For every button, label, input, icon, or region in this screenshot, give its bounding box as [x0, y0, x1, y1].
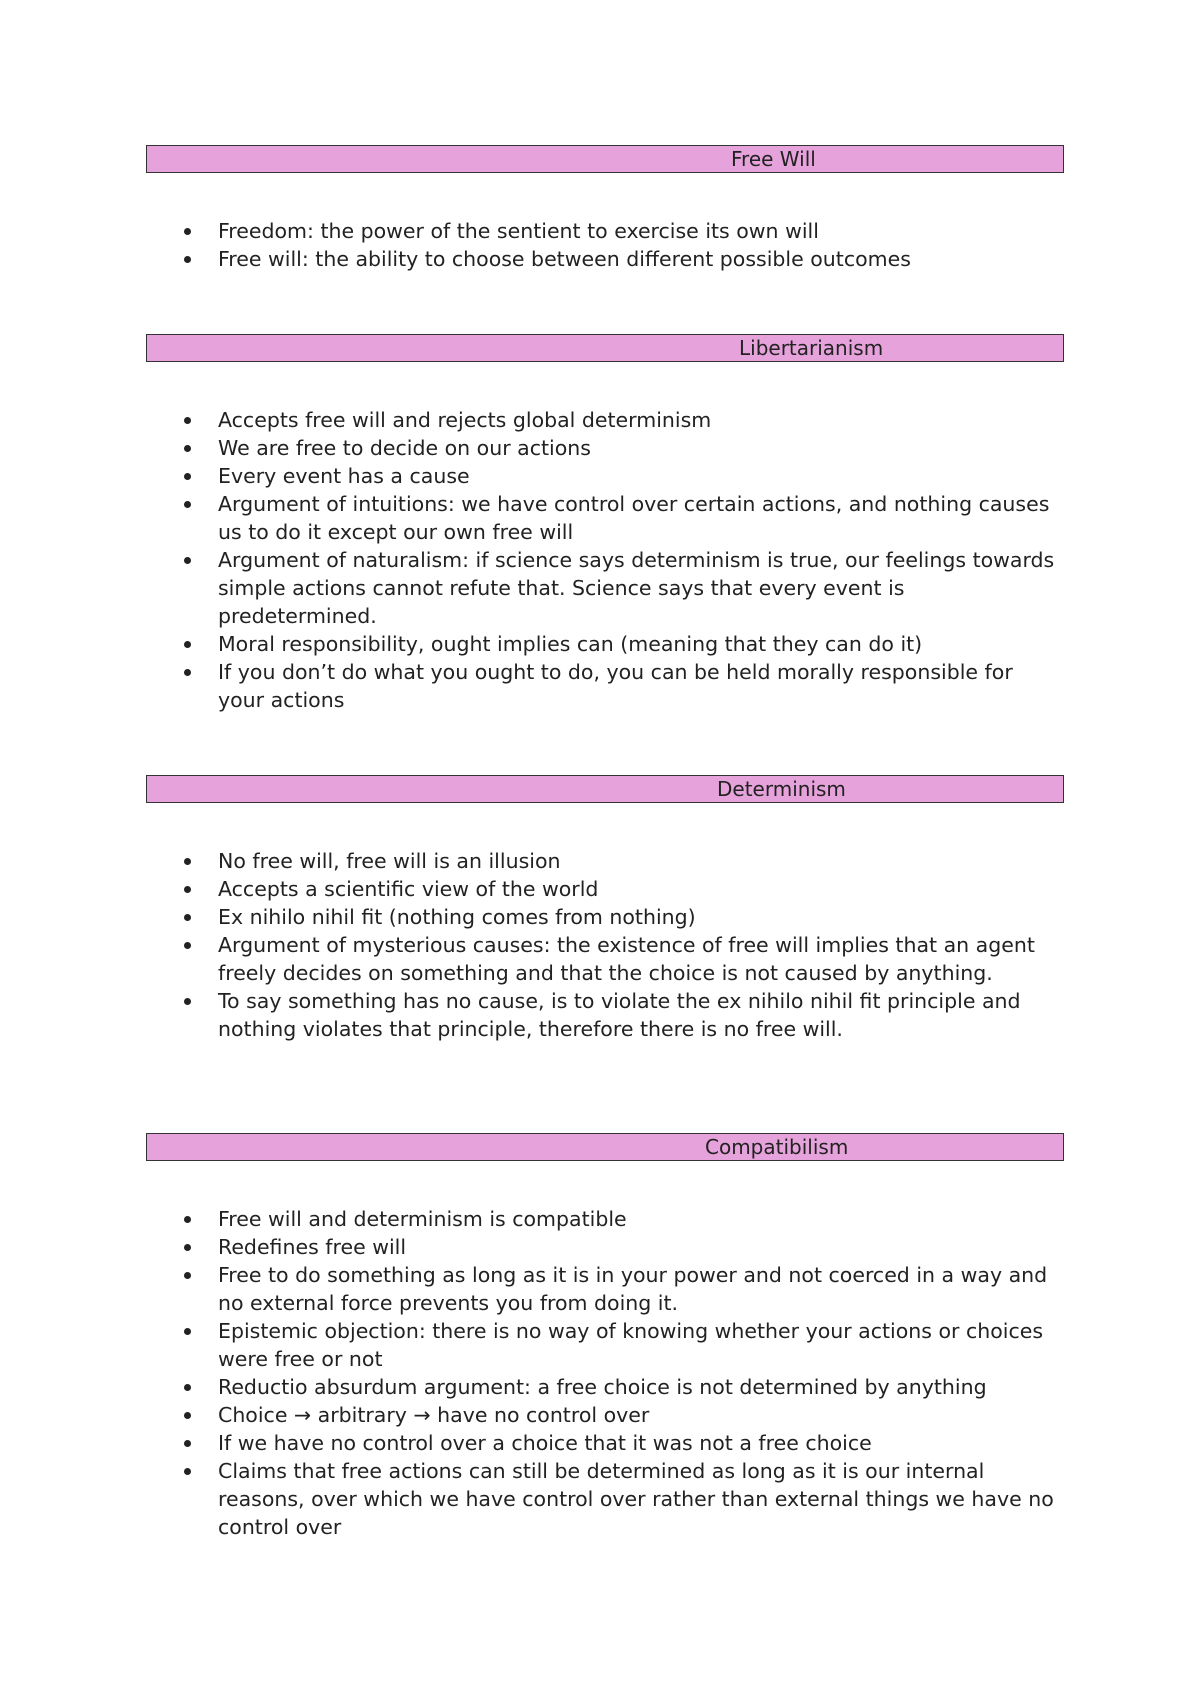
bullet-icon [184, 641, 191, 648]
bullet-icon [184, 1216, 191, 1223]
bullet-icon [184, 445, 191, 452]
bullet-icon [184, 1440, 191, 1447]
bullet-icon [184, 1412, 191, 1419]
list-item: Choice → arbitrary → have no control over [146, 1401, 1064, 1429]
section-determinism [146, 775, 1064, 1043]
section-heading-bar [146, 145, 1064, 173]
section-heading: Free Will [731, 147, 816, 171]
list-item: Reductio absurdum argument: a free choice is not determined by anything [146, 1373, 1064, 1401]
list-item: Argument of intuitions: we have control over certain actions, and nothing causes us to do it except our own free will [146, 490, 1064, 546]
section-heading: Determinism [717, 777, 846, 801]
bullet-list [146, 1205, 1064, 1541]
list-item: Redefines free will [146, 1233, 1064, 1261]
bullet-icon [184, 1328, 191, 1335]
section-free-will [146, 145, 1064, 273]
bullet-list [146, 847, 1064, 1043]
list-item: Accepts free will and rejects global determinism [146, 406, 1064, 434]
bullet-icon [184, 914, 191, 921]
bullet-icon [184, 557, 191, 564]
bullet-icon [184, 417, 191, 424]
bullet-icon [184, 501, 191, 508]
list-item: If we have no control over a choice that it was not a free choice [146, 1429, 1064, 1457]
section-heading-bar [146, 1133, 1064, 1161]
bullet-list [146, 406, 1064, 714]
section-heading-bar [146, 334, 1064, 362]
list-item: Moral responsibility, ought implies can (meaning that they can do it) [146, 630, 1064, 658]
list-item: If you don’t do what you ought to do, you can be held morally responsible for your actions [146, 658, 1064, 714]
list-item: Freedom: the power of the sentient to exercise its own will [146, 217, 1064, 245]
list-item: To say something has no cause, is to violate the ex nihilo nihil fit principle and nothing violates that principle, therefore there is no free will. [146, 987, 1064, 1043]
bullet-icon [184, 1244, 191, 1251]
list-item: Argument of naturalism: if science says determinism is true, our feelings towards simple actions cannot refute that. Science says that every event is predetermined. [146, 546, 1064, 630]
list-item: No free will, free will is an illusion [146, 847, 1064, 875]
section-heading: Libertarianism [739, 336, 884, 360]
section-heading: Compatibilism [705, 1135, 849, 1159]
section-libertarianism [146, 334, 1064, 714]
list-item: Accepts a scientific view of the world [146, 875, 1064, 903]
list-item: Free will: the ability to choose between different possible outcomes [146, 245, 1064, 273]
list-item: Claims that free actions can still be determined as long as it is our internal reasons, over which we have control over rather than external things we have no control over [146, 1457, 1064, 1541]
bullet-icon [184, 473, 191, 480]
list-item: Every event has a cause [146, 462, 1064, 490]
list-item: Ex nihilo nihil fit (nothing comes from nothing) [146, 903, 1064, 931]
section-compatibilism [146, 1133, 1064, 1541]
list-item: We are free to decide on our actions [146, 434, 1064, 462]
bullet-icon [184, 1468, 191, 1475]
list-item: Epistemic objection: there is no way of knowing whether your actions or choices were free or not [146, 1317, 1064, 1373]
bullet-icon [184, 228, 191, 235]
bullet-icon [184, 1384, 191, 1391]
bullet-icon [184, 942, 191, 949]
list-item: Free will and determinism is compatible [146, 1205, 1064, 1233]
list-item: Argument of mysterious causes: the existence of free will implies that an agent freely decides on something and that the choice is not caused by anything. [146, 931, 1064, 987]
bullet-list [146, 217, 1064, 273]
bullet-icon [184, 669, 191, 676]
bullet-icon [184, 1272, 191, 1279]
section-heading-bar [146, 775, 1064, 803]
bullet-icon [184, 256, 191, 263]
list-item: Free to do something as long as it is in your power and not coerced in a way and no external force prevents you from doing it. [146, 1261, 1064, 1317]
bullet-icon [184, 998, 191, 1005]
bullet-icon [184, 886, 191, 893]
bullet-icon [184, 858, 191, 865]
